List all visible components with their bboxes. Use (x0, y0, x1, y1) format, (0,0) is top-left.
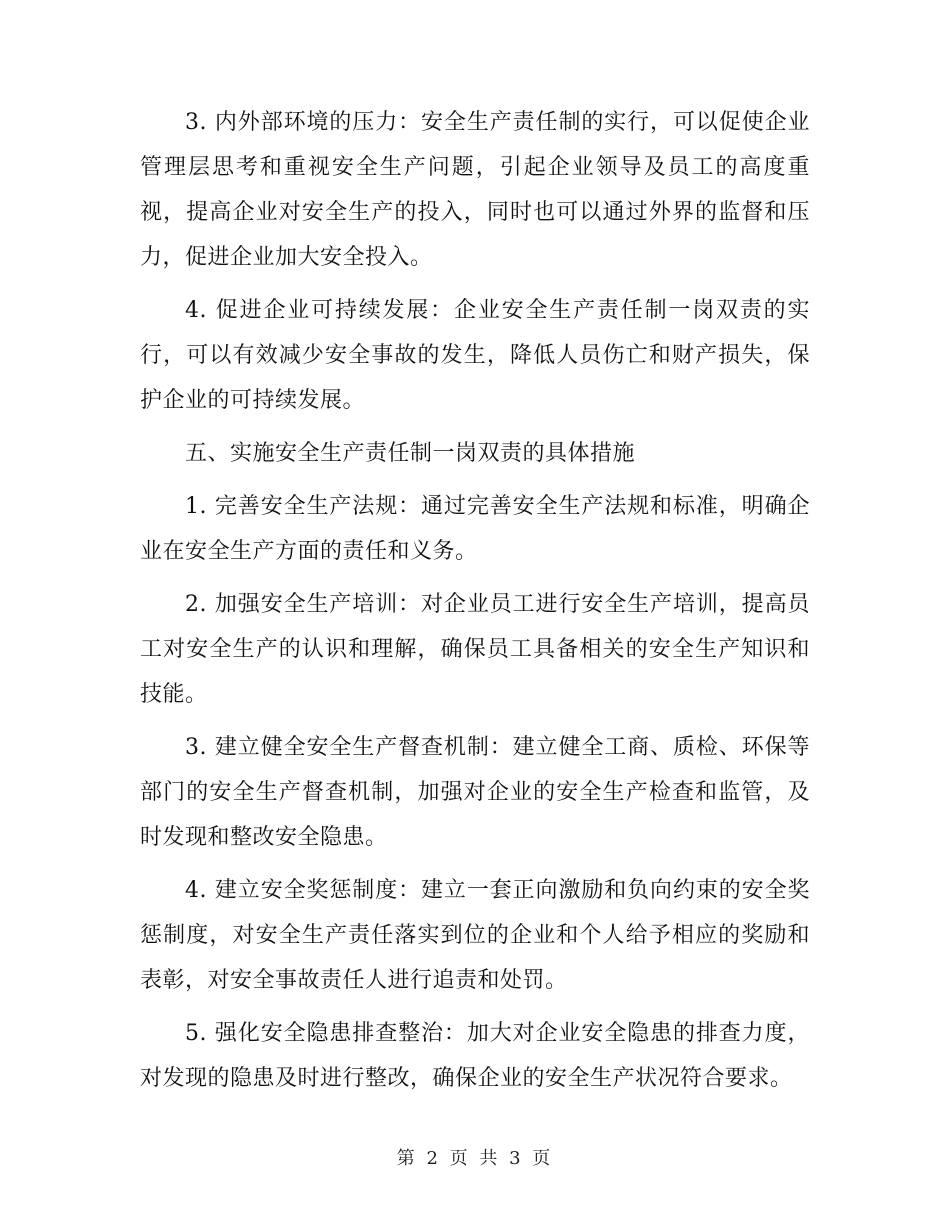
section-heading-measures: 五、实施安全生产责任制一岗双责的具体措施 (185, 441, 636, 466)
paragraph-external-pressure: 3. 内外部环境的压力：安全生产责任制的实行，可以促使企业管理层思考和重视安全生产问题，引起企业领导及员工的高度重视，提高企业对安全生产的投入，同时也可以通过外界的监督和压力，促进企业加大安全投入。 (140, 110, 810, 270)
paragraph-measure-supervision: 3. 建立健全安全生产督查机制：建立健全工商、质检、环保等部门的安全生产督查机制，加强对企业的安全生产检查和监管，及时发现和整改安全隐患。 (140, 735, 810, 850)
paragraph-measure-hazard-inspection: 5. 强化安全隐患排查整治：加大对企业安全隐患的排查力度，对发现的隐患及时进行整改，确保企业的安全生产状况符合要求。 (140, 1021, 810, 1091)
paragraph-measure-rewards: 4. 建立安全奖惩制度：建立一套正向激励和负向约束的安全奖惩制度，对安全生产责任落实到位的企业和个人给予相应的奖励和表彰，对安全事故责任人进行追责和处罚。 (140, 878, 810, 993)
page-number-footer: 第 2 页 共 3 页 (396, 1148, 554, 1169)
paragraph-measure-regulations: 1. 完善安全生产法规：通过完善安全生产法规和标准，明确企业在安全生产方面的责任和义务。 (140, 494, 810, 564)
paragraph-measure-training: 2. 加强安全生产培训：对企业员工进行安全生产培训，提高员工对安全生产的认识和理解，确保员工具备相关的安全生产知识和技能。 (140, 592, 810, 707)
document-body (140, 100, 810, 1109)
paragraph-sustainable-development: 4. 促进企业可持续发展：企业安全生产责任制一岗双责的实行，可以有效减少安全事故的发生，降低人员伤亡和财产损失，保护企业的可持续发展。 (140, 298, 810, 413)
